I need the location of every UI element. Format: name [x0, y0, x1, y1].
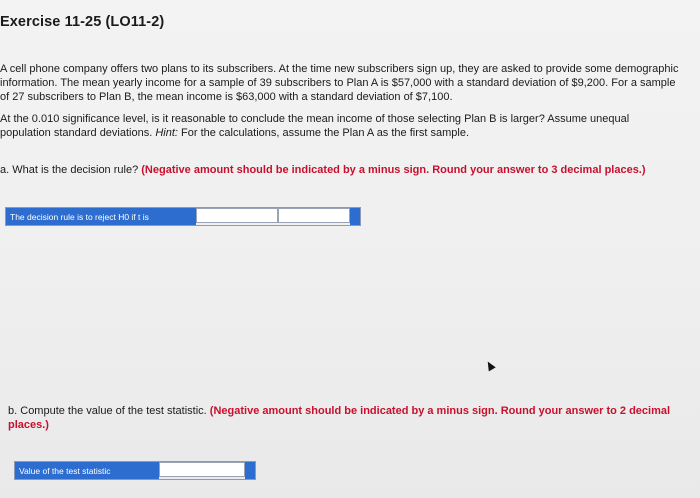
- problem-paragraph-1: A cell phone company offers two plans to its subscribers. At the time new subscribers sign up, they are asked to provide some demographic information. The mean yearly income for a sample of 39 subscribers to Plan A is $57,000 with a standard deviation of $9,200. For a sample of 27 subscribers to Plan B, the mean income is $63,000 with a standard deviation of $7,100.: [0, 63, 679, 103]
- part-b-prefix: b.: [8, 405, 18, 417]
- test-statistic-input[interactable]: [159, 462, 245, 477]
- part-a-prefix: a.: [0, 164, 10, 176]
- part-b-instruction: (Negative amount should be indicated by a minus sign. Round your answer to 2 decimal places.): [8, 405, 671, 431]
- answer-row-end-cap: [350, 208, 360, 225]
- part-b-question-text: Compute the value of the test statistic.: [17, 405, 210, 417]
- exercise-title: Exercise 11-25 (LO11-2): [0, 14, 165, 30]
- part-a-question: [0, 164, 646, 176]
- part-a-answer-row: [5, 207, 361, 226]
- answer-row-end-cap: [245, 462, 255, 479]
- paragraph-2-main: At the 0.010 significance level, is it reasonable to conclude the mean income of those selecting Plan B is larger? Assume unequal population standard deviations.: [0, 113, 630, 139]
- mouse-cursor-icon: [484, 360, 495, 372]
- hint-text: For the calculations, assume the Plan A as the first sample.: [177, 127, 470, 139]
- decision-rule-value-input[interactable]: [278, 208, 350, 223]
- part-b-answer-row: [14, 461, 256, 480]
- decision-rule-comparison-input[interactable]: [196, 208, 278, 223]
- part-b-question: [8, 404, 688, 432]
- part-a-question-text: What is the decision rule?: [9, 164, 142, 176]
- hint-label: Hint:: [155, 127, 178, 139]
- test-statistic-label: Value of the test statistic: [15, 462, 159, 479]
- decision-rule-label: The decision rule is to reject H0 if t is: [6, 208, 196, 225]
- problem-paragraph-2: [0, 112, 680, 140]
- part-a-instruction: (Negative amount should be indicated by a minus sign. Round your answer to 3 decimal places.): [141, 164, 646, 176]
